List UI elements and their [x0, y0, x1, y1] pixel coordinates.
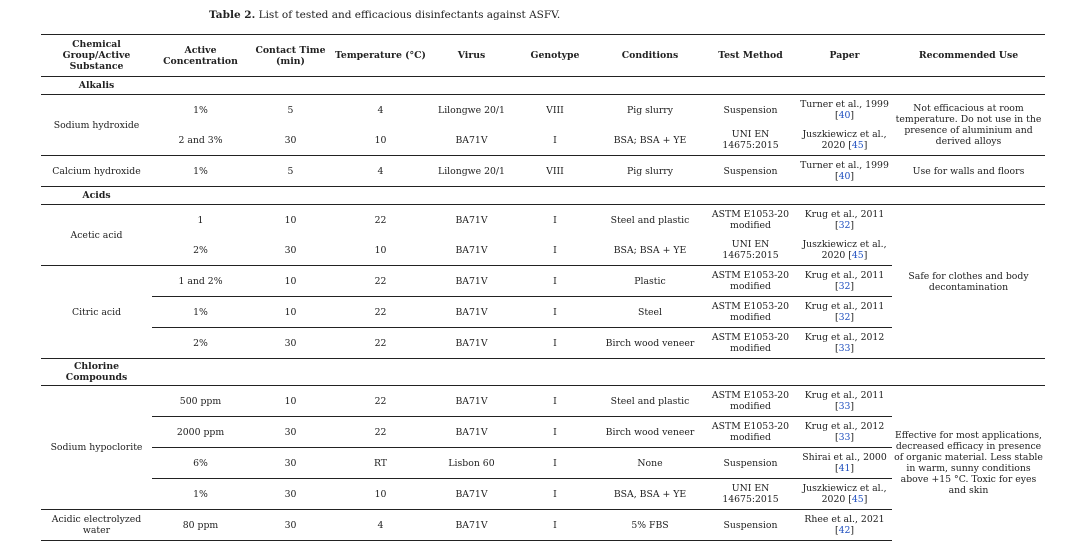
col-header-test-method: Test Method [704, 35, 797, 77]
paper-text: Juszkiewicz et al., 2020 [802, 483, 887, 505]
cell-concentration: 2% [152, 328, 249, 359]
cell-concentration: 2000 ppm [152, 417, 249, 448]
cell-concentration: 1% [152, 479, 249, 510]
cell-temperature: 10 [332, 479, 429, 510]
cell-concentration: 1% [152, 156, 249, 187]
cell-conditions: 5% FBS [596, 510, 704, 541]
cell-time: 10 [249, 297, 332, 328]
cell-time: 30 [249, 479, 332, 510]
cell-temperature: 4 [332, 510, 429, 541]
cell-paper: Turner et al., 1999 [40] [797, 156, 892, 187]
paper-text: Rhee et al., 2021 [804, 514, 885, 525]
cell-paper: Krug et al., 2012 [33] [797, 417, 892, 448]
cell-paper: Krug et al., 2011 [33] [797, 386, 892, 417]
table-row [41, 95, 1045, 126]
cell-genotype: I [514, 125, 596, 156]
cell-temperature: 4 [332, 156, 429, 187]
cell-paper: Krug et al., 2011 [32] [797, 266, 892, 297]
cell-temperature: 10 [332, 235, 429, 266]
cell-genotype: I [514, 235, 596, 266]
cell-genotype: I [514, 417, 596, 448]
reference-link[interactable]: 32 [838, 312, 851, 323]
cell-genotype: I [514, 328, 596, 359]
cell-paper: Krug et al., 2012 [33] [797, 328, 892, 359]
cell-temperature: 22 [332, 386, 429, 417]
cell-virus: Lilongwe 20/1 [429, 156, 514, 187]
cell-virus: BA71V [429, 417, 514, 448]
cell-paper: Juszkiewicz et al., 2020 [45] [797, 125, 892, 156]
table-row [41, 156, 1045, 187]
cell-time: 30 [249, 125, 332, 156]
table-caption [209, 9, 560, 21]
cell-substance: Sodium hypoclorite [41, 386, 152, 510]
cell-temperature: 22 [332, 266, 429, 297]
cell-method: Suspension [723, 104, 778, 116]
paper-text: Juszkiewicz et al., 2020 [802, 129, 887, 151]
cell-time: 30 [249, 510, 332, 541]
reference-link[interactable]: 45 [851, 250, 864, 261]
cell-conditions: Steel and plastic [596, 386, 704, 417]
cell-virus: BA71V [455, 214, 488, 226]
col-header-conditions: Conditions [596, 35, 704, 77]
cell-temperature: 10 [332, 125, 429, 156]
cell-genotype: I [514, 386, 596, 417]
col-header-concentration: Active Concentration [152, 35, 249, 77]
table-header-row [41, 35, 1045, 77]
cell-conditions: BSA; BSA + YE [596, 125, 704, 156]
cell-concentration: 2 and 3% [152, 125, 249, 156]
cell-concentration: 500 ppm [152, 386, 249, 417]
col-header-paper: Paper [797, 35, 892, 77]
group-label: Alkalis [41, 77, 152, 95]
cell-time: 10 [249, 266, 332, 297]
col-header-recommended-use: Recommended Use [892, 35, 1045, 77]
cell-recommended-use: Use for walls and floors [892, 156, 1045, 187]
cell-temperature: 22 [374, 214, 387, 226]
cell-virus: BA71V [429, 235, 514, 266]
cell-time: 10 [284, 214, 297, 226]
cell-genotype: VIII [514, 156, 596, 187]
group-row-alkalis [41, 77, 1045, 95]
cell-temperature: 22 [332, 417, 429, 448]
cell-paper: Turner et al., 1999 [40] [800, 99, 889, 121]
reference-link[interactable]: 40 [838, 110, 851, 121]
cell-temperature: 4 [377, 104, 384, 116]
cell-paper: Juszkiewicz et al., 2020 [45] [797, 479, 892, 510]
cell-method: Suspension [704, 156, 797, 187]
cell-virus: BA71V [429, 479, 514, 510]
cell-virus: BA71V [429, 266, 514, 297]
paper-text: Shirai et al., 2000 [802, 452, 887, 463]
cell-virus: BA71V [429, 297, 514, 328]
cell-genotype: I [514, 479, 596, 510]
cell-method: ASTM E1053-20 modified [704, 386, 797, 417]
reference-link[interactable]: 41 [838, 463, 851, 474]
col-header-virus: Virus [429, 35, 514, 77]
paper-text: Krug et al., 2011 [804, 390, 885, 401]
col-header-genotype: Genotype [514, 35, 596, 77]
cell-substance: Sodium hydroxide [41, 95, 152, 156]
group-label: Acids [41, 187, 152, 205]
cell-conditions: Birch wood veneer [596, 417, 704, 448]
cell-substance: Calcium hydroxide [41, 156, 152, 187]
reference-link[interactable]: 32 [838, 281, 851, 292]
cell-genotype: I [514, 297, 596, 328]
group-row-acids [41, 187, 1045, 205]
cell-temperature: RT [332, 448, 429, 479]
cell-virus: BA71V [429, 125, 514, 156]
col-header-temperature: Temperature (°C) [332, 35, 429, 77]
cell-time: 5 [249, 156, 332, 187]
cell-concentration: 1 and 2% [152, 266, 249, 297]
cell-temperature: 22 [332, 297, 429, 328]
cell-recommended-use: Safe for clothes and body decontamination [892, 205, 1045, 359]
paper-text: Krug et al., 2011 [804, 209, 885, 220]
cell-virus: BA71V [429, 328, 514, 359]
cell-paper: Rhee et al., 2021 [42] [797, 510, 892, 541]
cell-method: Suspension [704, 510, 797, 541]
paper-text: Krug et al., 2012 [804, 332, 885, 343]
cell-virus: Lisbon 60 [429, 448, 514, 479]
cell-genotype: I [514, 510, 596, 541]
cell-concentration: 1% [193, 104, 208, 116]
cell-virus: BA71V [429, 510, 514, 541]
cell-method: Suspension [704, 448, 797, 479]
cell-time: 30 [249, 328, 332, 359]
cell-genotype: VIII [546, 104, 564, 116]
col-header-contact-time: Contact Time (min) [249, 35, 332, 77]
cell-concentration: 1% [152, 297, 249, 328]
cell-conditions: BSA; BSA + YE [596, 235, 704, 266]
cell-method: UNI EN 14675:2015 [704, 235, 797, 266]
cell-substance: Acetic acid [41, 205, 152, 266]
col-header-substance: Chemical Group/Active Substance [41, 35, 152, 77]
cell-genotype: I [553, 214, 557, 226]
cell-time: 5 [287, 104, 294, 116]
cell-paper: Krug et al., 2011 [32] [797, 297, 892, 328]
reference-link[interactable]: 32 [838, 220, 851, 231]
paper-text: Krug et al., 2012 [804, 421, 885, 432]
cell-time: 30 [249, 417, 332, 448]
cell-time: 30 [249, 448, 332, 479]
reference-link[interactable]: 45 [851, 140, 864, 151]
reference-link[interactable]: 42 [838, 525, 851, 536]
reference-link[interactable]: 33 [838, 343, 851, 354]
cell-conditions: None [596, 448, 704, 479]
cell-method: ASTM E1053-20 modified [704, 266, 797, 297]
cell-method: ASTM E1053-20 modified [711, 209, 790, 231]
disinfectants-table [41, 34, 1045, 541]
group-label: Chlorine Compounds [41, 359, 152, 386]
cell-conditions: Birch wood veneer [596, 328, 704, 359]
cell-temperature: 22 [332, 328, 429, 359]
table-caption-text: List of tested and efficacious disinfectants against ASFV. [258, 9, 561, 21]
cell-concentration: 80 ppm [152, 510, 249, 541]
paper-text: Turner et al., 1999 [800, 99, 889, 110]
group-row-chlorine [41, 359, 1045, 386]
cell-paper: Juszkiewicz et al., 2020 [45] [797, 235, 892, 266]
cell-conditions: Pig slurry [626, 104, 673, 116]
reference-link[interactable]: 33 [838, 432, 851, 443]
reference-link[interactable]: 40 [838, 171, 851, 182]
reference-link[interactable]: 33 [838, 401, 851, 412]
cell-recommended-use: Not efficacious at room temperature. Do not use in the presence of aluminium and derived alloys [892, 95, 1045, 156]
cell-paper: Krug et al., 2011 [32] [804, 209, 885, 231]
paper-text: Turner et al., 1999 [800, 160, 889, 171]
table-row [41, 386, 1045, 417]
cell-time: 30 [249, 235, 332, 266]
table-row [41, 205, 1045, 236]
cell-conditions: Pig slurry [596, 156, 704, 187]
cell-recommended-use: Effective for most applications, decreased efficacy in presence of organic material. Less stable in warm, sunny conditions above +15 °C. Toxic for eyes and skin [894, 430, 1043, 497]
cell-substance: Acidic electrolyzed water [41, 510, 152, 541]
cell-conditions: BSA, BSA + YE [596, 479, 704, 510]
cell-concentration: 2% [152, 235, 249, 266]
cell-genotype: I [514, 448, 596, 479]
cell-conditions: Plastic [596, 266, 704, 297]
cell-virus: BA71V [429, 386, 514, 417]
cell-virus: Lilongwe 20/1 [438, 104, 505, 116]
cell-concentration: 1 [197, 214, 204, 226]
paper-text: Krug et al., 2011 [804, 301, 885, 312]
cell-substance: Citric acid [41, 266, 152, 359]
paper-text: Krug et al., 2011 [804, 270, 885, 281]
cell-method: ASTM E1053-20 modified [704, 328, 797, 359]
reference-link[interactable]: 45 [851, 494, 864, 505]
cell-method: UNI EN 14675:2015 [704, 125, 797, 156]
cell-paper: Shirai et al., 2000 [41] [797, 448, 892, 479]
table-caption-label: Table 2. [209, 9, 256, 21]
cell-time: 10 [249, 386, 332, 417]
cell-concentration: 6% [152, 448, 249, 479]
cell-method: UNI EN 14675:2015 [704, 479, 797, 510]
cell-conditions: Steel and plastic [610, 214, 690, 226]
paper-text: Juszkiewicz et al., 2020 [802, 239, 887, 261]
cell-method: ASTM E1053-20 modified [704, 297, 797, 328]
cell-method: ASTM E1053-20 modified [704, 417, 797, 448]
cell-genotype: I [514, 266, 596, 297]
cell-conditions: Steel [596, 297, 704, 328]
